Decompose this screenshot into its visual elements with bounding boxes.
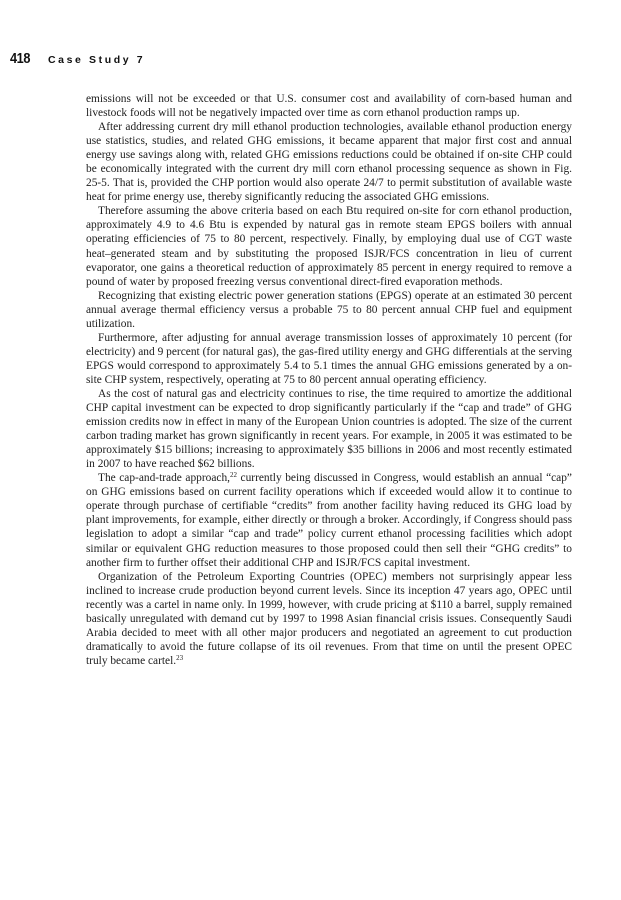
paragraph-text: Organization of the Petroleum Exporting Countries (OPEC) members not surprisingly appear less inclined to increase crude production beyond current levels. Since its inception 47 years ago, OPEC until recently was a cartel in name only. In 1999, however, with crude pricing at $110 a barrel, supply remained basically unregulated with demand cut by 1997 to 1998 Asian financial crisis issues. Consequently Saudi Arabia decided to meet with all other major producers and negotiated an agreement to cut production dramatically to avoid the future collapse of its oil revenues. From that time on until the present OPEC truly became cartel.: [86, 570, 572, 667]
paragraph-text-lead: The cap-and-trade approach,: [98, 472, 230, 485]
paragraph-text: Recognizing that existing electric power generation stations (EPGS) operate at an estimated 30 percent annual average thermal efficiency versus a probable 75 to 80 percent annual CHP fuel and equipment utilization.: [86, 289, 572, 330]
running-head: Case Study 7: [48, 54, 146, 66]
paragraph-text: Furthermore, after adjusting for annual average transmission losses of approximately 10 percent (for electricity) and 9 percent (for natural gas), the gas-fired utility energy and GHG differentials at the serving EPGS would correspond to approximately 5.4 to 5.1 times the annual GHG emissions generated by a on-site CHP system, respectively, operating at 75 to 80 percent annual operating efficiency.: [86, 331, 572, 386]
paragraph-continuation: [86, 92, 572, 120]
paragraph-text: currently being discussed in Congress, would establish an annual “cap” on GHG emissions based on current facility operations which if exceeded would allow it to continue to operate through purchase of certifiable “credits” from another facility having reduced its GHG load by plant improvements, for example, either directly or through a broker. Accordingly, if Congress should pass legislation to adopt a similar “cap and trade” policy current ethanol processing facilities which adopt similar or equivalent GHG reduction measures to those proposed could then sell their “GHG credits” to another firm to further offset their additional CHP and ISJR/FCS capital investment.: [86, 472, 572, 569]
footnote-ref[interactable]: 23: [176, 653, 184, 662]
paragraph-text: emissions will not be exceeded or that U.S. consumer cost and availability of corn-based human and livestock foods will not be negatively impacted over time as corn ethanol production ramps up.: [86, 93, 572, 120]
paragraph: [86, 570, 572, 668]
page-header: [10, 50, 145, 68]
paragraph-text: After addressing current dry mill ethanol production technologies, available ethanol production energy use statistics, studies, and related GHG emissions, it became apparent that major first cost and annual energy use savings along with, related GHG emissions reductions could be obtained if on-site CHP could be economically integrated with the current dry mill corn ethanol processing sequence as shown in Fig. 25-5. That is, provided the CHP portion would also operate 24/7 to permit substitution of available waste heat for prime energy use, thereby significantly reducing the associated GHG emissions.: [86, 121, 572, 204]
paragraph: [86, 331, 572, 387]
paragraph-text: Therefore assuming the above criteria based on each Btu required on-site for corn ethanol production, approximately 4.9 to 4.6 Btu is expended by natural gas in remote steam EPGS boilers with annual operating efficiencies of 75 to 80 percent, respectively. Finally, by employing dual use of CGT waste heat–generated steam and by substituting the proposed ISJR/FCS concentration in lieu of current evaporator, one gains a theoretical reduction of approximately 85 percent in energy required to remove a pound of water by proposed freezing versus conventional direct-fired evaporation methods.: [86, 205, 572, 288]
paragraph: [86, 387, 572, 471]
paragraph: [86, 120, 572, 204]
paragraph: [86, 204, 572, 288]
paragraph: [86, 289, 572, 331]
body-text: [86, 92, 572, 668]
footnote-ref[interactable]: 22: [230, 471, 237, 480]
page-number: 418: [10, 50, 31, 67]
paragraph-text: As the cost of natural gas and electricity continues to rise, the time required to amortize the additional CHP capital investment can be expected to drop significantly particularly if the “cap and trade” of GHG emission credits now in effect in many of the European Union countries is adopted. The size of the current carbon trading market has grown significantly in recent years. For example, in 2005 it was estimated to be approximately $15 billions; increasing to approximately $35 billions in 2006 and most recently estimated in 2007 to have reached $62 billions.: [86, 387, 572, 471]
paragraph: [86, 471, 572, 569]
